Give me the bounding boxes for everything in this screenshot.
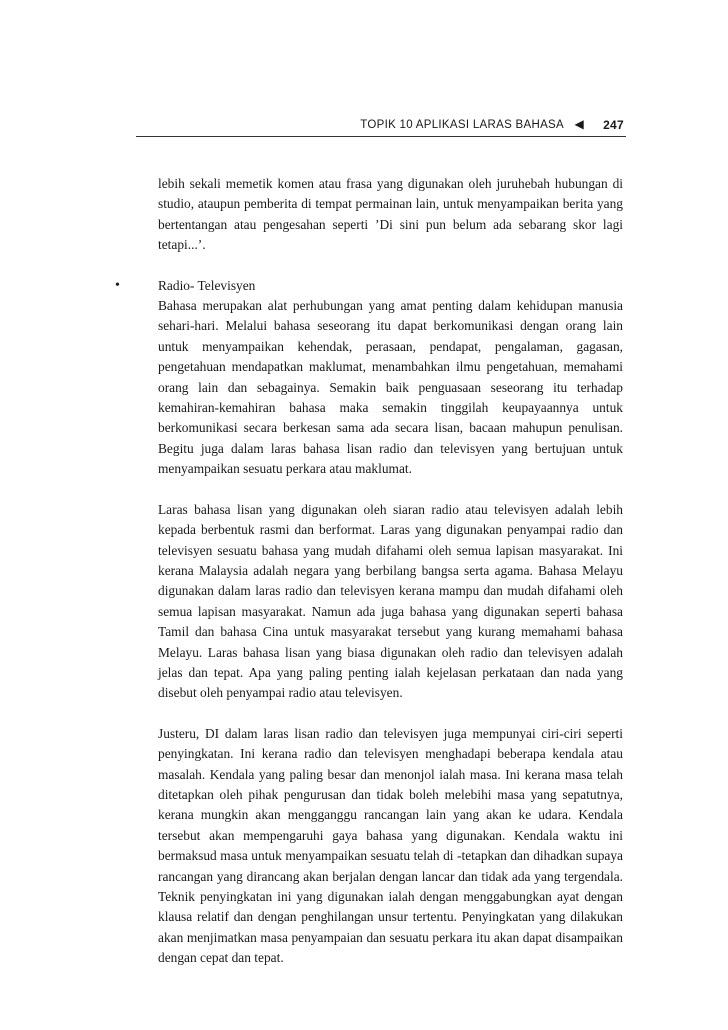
body-paragraph: Justeru, DI dalam laras lisan radio dan televisyen juga mempunyai ciri-ciri seperti penyingkatan. Ini kerana radio dan televisyen menghadapi beberapa kendala atau masalah. Kendala yang paling besar dan menonjol ialah masa. Ini kerana masa telah ditetapkan oleh pihak pengurusan dan tidak boleh melebihi masa yang sepatutnya, kerana mungkin akan mengganggu rancangan lain yang akan ke udara. Kendala tersebut akan mempengaruhi gaya bahasa yang digunakan. Kendala waktu ini bermaksud masa untuk menyampaikan sesuatu telah di -tetapkan dan dihadkan supaya rancangan yang dirancang akan berjalan dengan lancar dan tidak ada yang tergendala. Teknik penyingkatan ini yang digunakan ialah dengan menggabungkan ayat dengan klausa relatif dan dengan penghilangan unsur tertentu. Penyingkatan yang dilakukan akan menjimatkan masa penyampaian dan sesuatu perkara itu akan dapat disampaikan dengan cepat dan tepat. bbox=[158, 725, 623, 966]
chapter-title: TOPIK 10 APLIKASI LARAS BAHASA bbox=[360, 119, 564, 131]
page-body bbox=[115, 174, 623, 969]
body-paragraph: Bahasa merupakan alat perhubungan yang amat penting dalam kehidupan manusia sehari-hari. Melalui bahasa seseorang itu dapat berkomunikasi dengan orang lain untuk menyampaikan kehendak, perasaan, pendapat, pengalaman, gagasan, pengetahuan mendapatkan maklumat, menambahkan ilmu pengetahuan, memahami orang lain dan sebagainya. Semakin baik penguasaan seseorang itu terhadap kemahiran-kemahiran bahasa maka semakin tinggilah keupayaannya untuk berkomunikasi secara berkesan sama ada secara lisan, bacaan mahupun penulisan. Begitu juga dalam laras bahasa lisan radio dan televisyen yang bertujuan untuk menyampaikan sesuatu perkara atau maklumat. bbox=[158, 298, 623, 477]
triangle-left-icon: ◀ bbox=[574, 117, 584, 131]
page-number: 247 bbox=[603, 118, 624, 132]
header-rule bbox=[136, 136, 626, 137]
running-header bbox=[136, 117, 626, 135]
bullet-icon: • bbox=[115, 277, 120, 293]
section-radio-televisyen bbox=[115, 276, 623, 969]
intro-paragraph: lebih sekali memetik komen atau frasa yang digunakan oleh juruhebah hubungan di studio, ataupun pemberita di tempat permainan lain, untuk menyampaikan berita yang bertentangan atau pengesahan seperti ’Di sini pun belum ada sebarang skor lagi tetapi...’. bbox=[158, 176, 623, 253]
section-heading: Radio- Televisyen bbox=[158, 277, 256, 293]
body-paragraph: Laras bahasa lisan yang digunakan oleh siaran radio atau televisyen adalah lebih kepada berbentuk rasmi dan berformat. Laras yang digunakan penyampai radio dan televisyen sesuatu bahasa yang mudah difahami oleh semua lapisan masyarakat. Ini kerana Malaysia adalah negara yang berbilang bangsa serta agama. Bahasa Melayu digunakan dalam laras radio dan televisyen kerana mampu dan mudah difahami oleh semua lapisan masyarakat. Namun ada juga bahasa yang digunakan seperti bahasa Tamil dan bahasa Cina untuk masyarakat tersebut yang kurang memahami bahasa Melayu. Laras bahasa lisan yang biasa digunakan oleh radio dan televisyen adalah jelas dan tepat. Apa yang paling penting ialah kejelasan perkataan dan nada yang disebut oleh penyampai radio atau televisyen. bbox=[158, 501, 623, 701]
